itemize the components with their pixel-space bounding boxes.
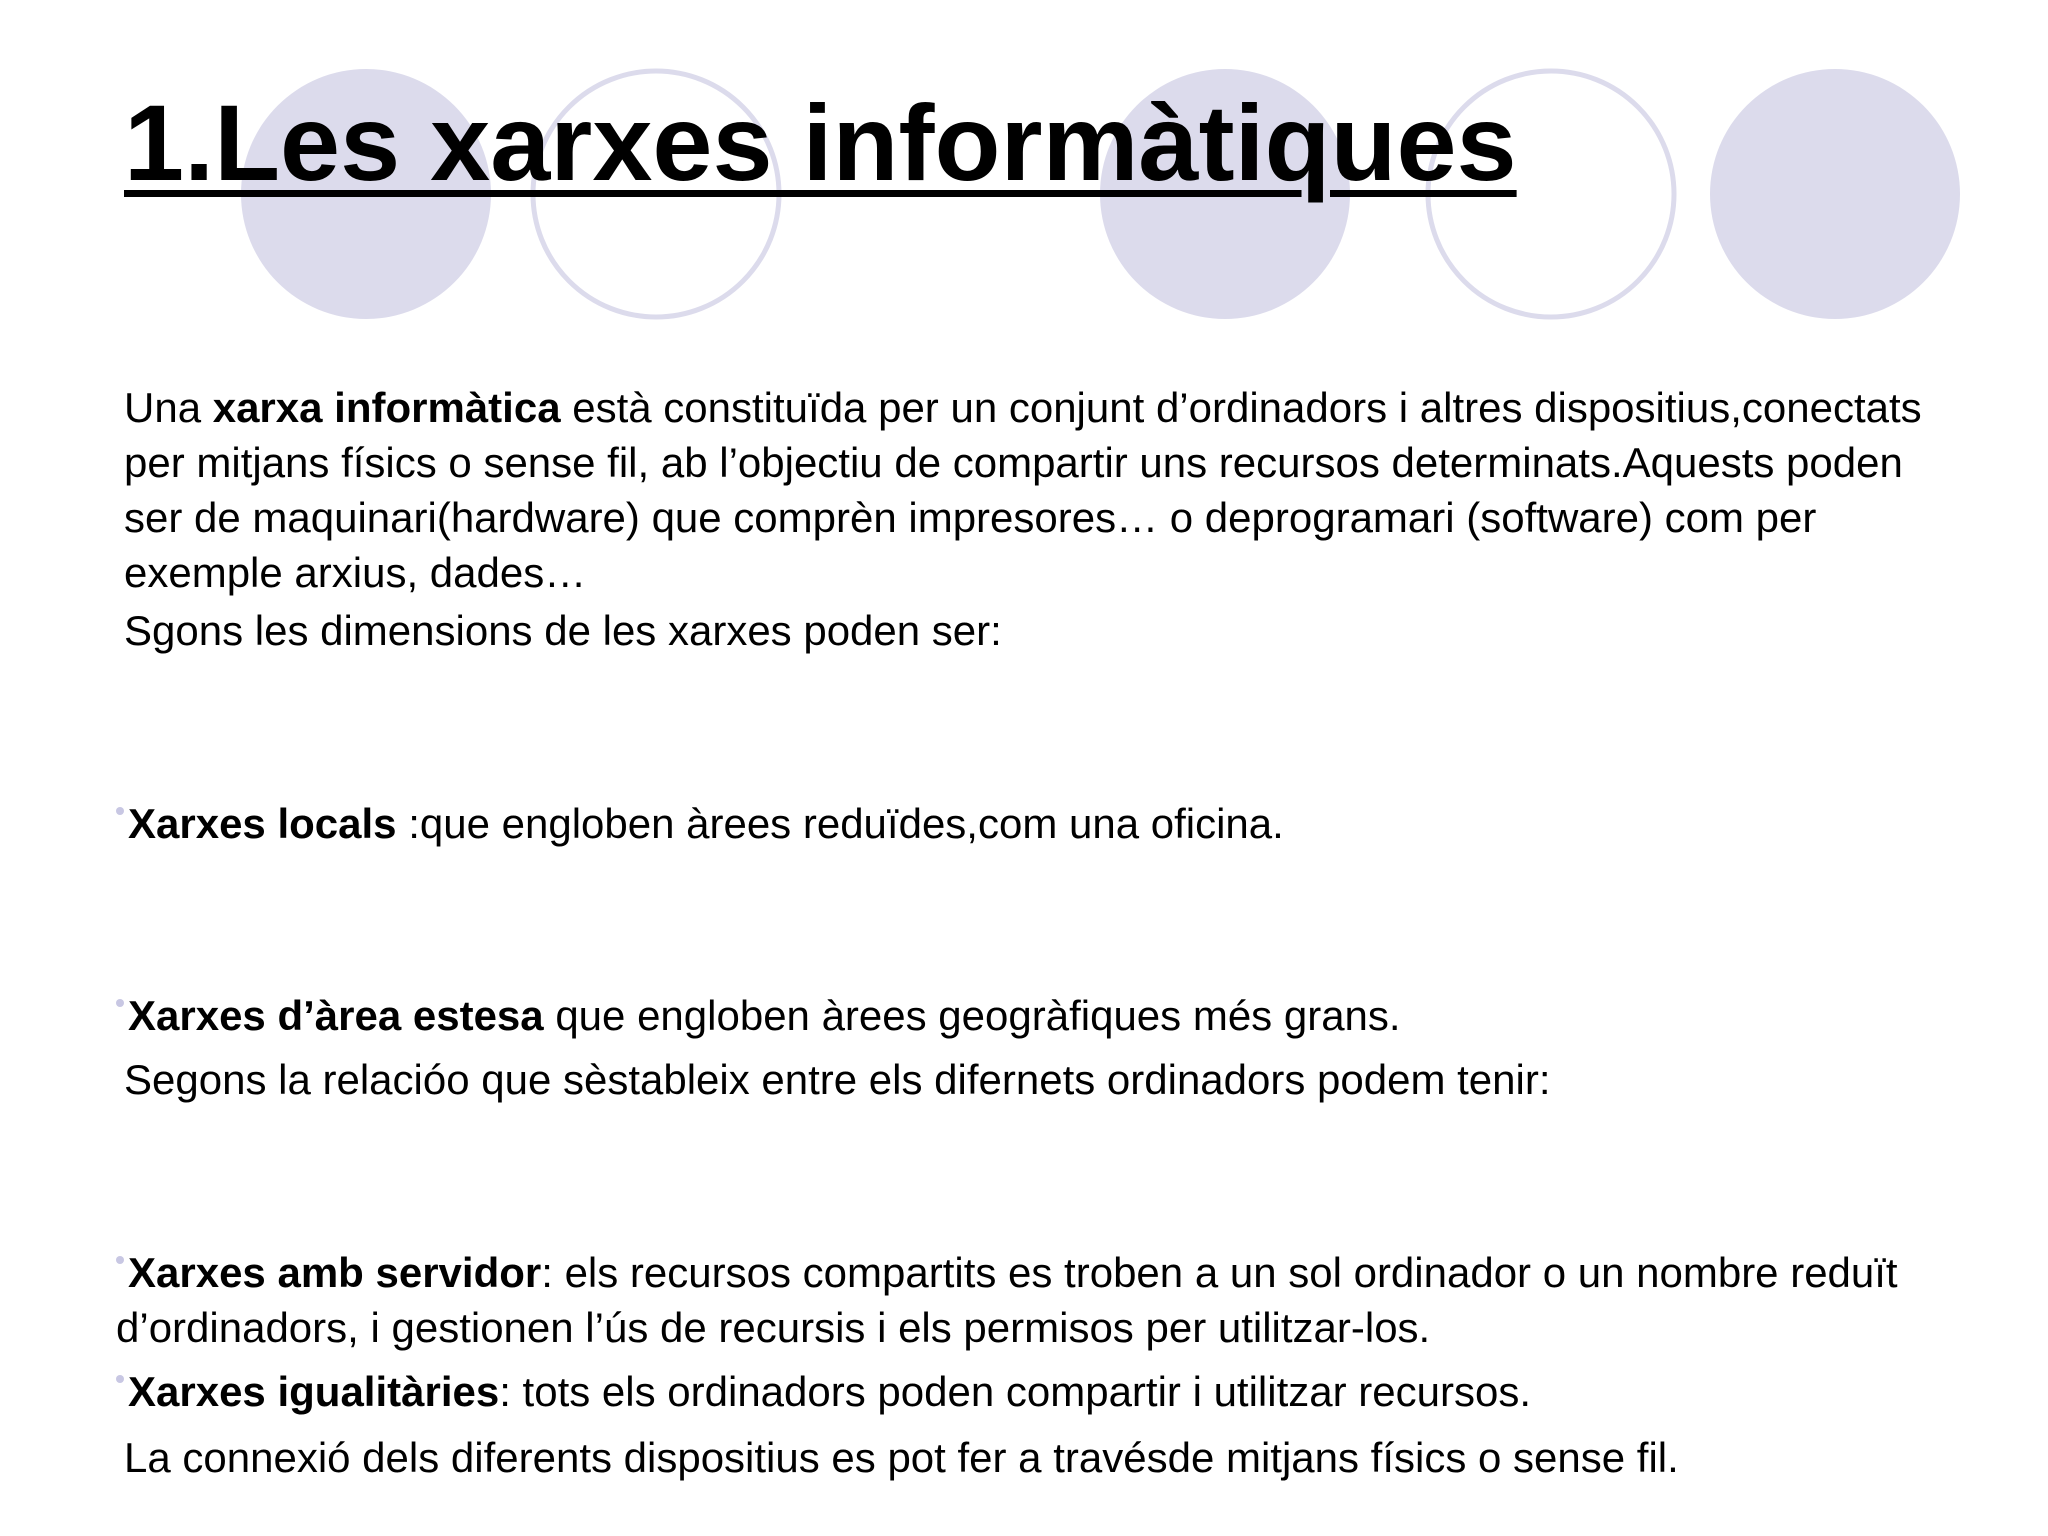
- intro-paragraph: [124, 380, 1954, 600]
- bullet-xarxes-igualitaries: [116, 1364, 1946, 1419]
- bullet-text: : tots els ordinadors poden compartir i utilitzar recursos.: [499, 1368, 1531, 1415]
- bullet-dot-icon: [116, 807, 124, 815]
- bullet-xarxes-area-estesa: [116, 988, 1946, 1043]
- bullet-term: Xarxes amb servidor: [128, 1249, 542, 1296]
- bullet-dot-icon: [116, 1375, 124, 1383]
- bullet-xarxes-amb-servidor: [116, 1245, 1946, 1355]
- bullet-xarxes-locals: [116, 796, 1946, 851]
- relation-heading: Segons la relacióo que sèstableix entre els difernets ordinadors podem tenir:: [124, 1056, 1551, 1103]
- filled-circle-3: [1710, 69, 1960, 319]
- bullet-term: Xarxes igualitàries: [128, 1368, 500, 1415]
- bullet-dot-icon: [116, 1256, 124, 1264]
- bullet-text: que engloben àrees geogràfiques més grans.: [543, 992, 1401, 1039]
- bullet-term: Xarxes d’àrea estesa: [128, 992, 544, 1039]
- dimensions-heading: Sgons les dimensions de les xarxes poden ser:: [124, 607, 1002, 654]
- intro-text: està constituïda per un conjunt d’ordinadors i altres dispositius,conectats per mitjans físics o sense fil, ab l’objectiu de compartir uns recursos determinats.Aquests poden ser de maquinari(hardware) que comprèn impresores… o deprogramari (software) com per exemple arxius, dades…: [124, 384, 1922, 596]
- bullet-text: :que engloben àrees reduïdes,com una oficina.: [396, 800, 1284, 847]
- closing-paragraph: La connexió dels diferents dispositius es pot fer a travésde mitjans físics o sense fil.: [124, 1434, 1679, 1481]
- bullet-text: : els recursos compartits es troben a un sol ordinador o un nombre reduït d’ordinadors, i gestionen l’ús de recursis i els permisos per utilitzar-los.: [116, 1249, 1898, 1351]
- intro-term: xarxa informàtica: [212, 384, 561, 431]
- intro-prefix: Una: [124, 384, 213, 431]
- bullet-dot-icon: [116, 999, 124, 1007]
- slide-title: 1.Les xarxes informàtiques: [124, 82, 1517, 203]
- bullet-term: Xarxes locals: [128, 800, 397, 847]
